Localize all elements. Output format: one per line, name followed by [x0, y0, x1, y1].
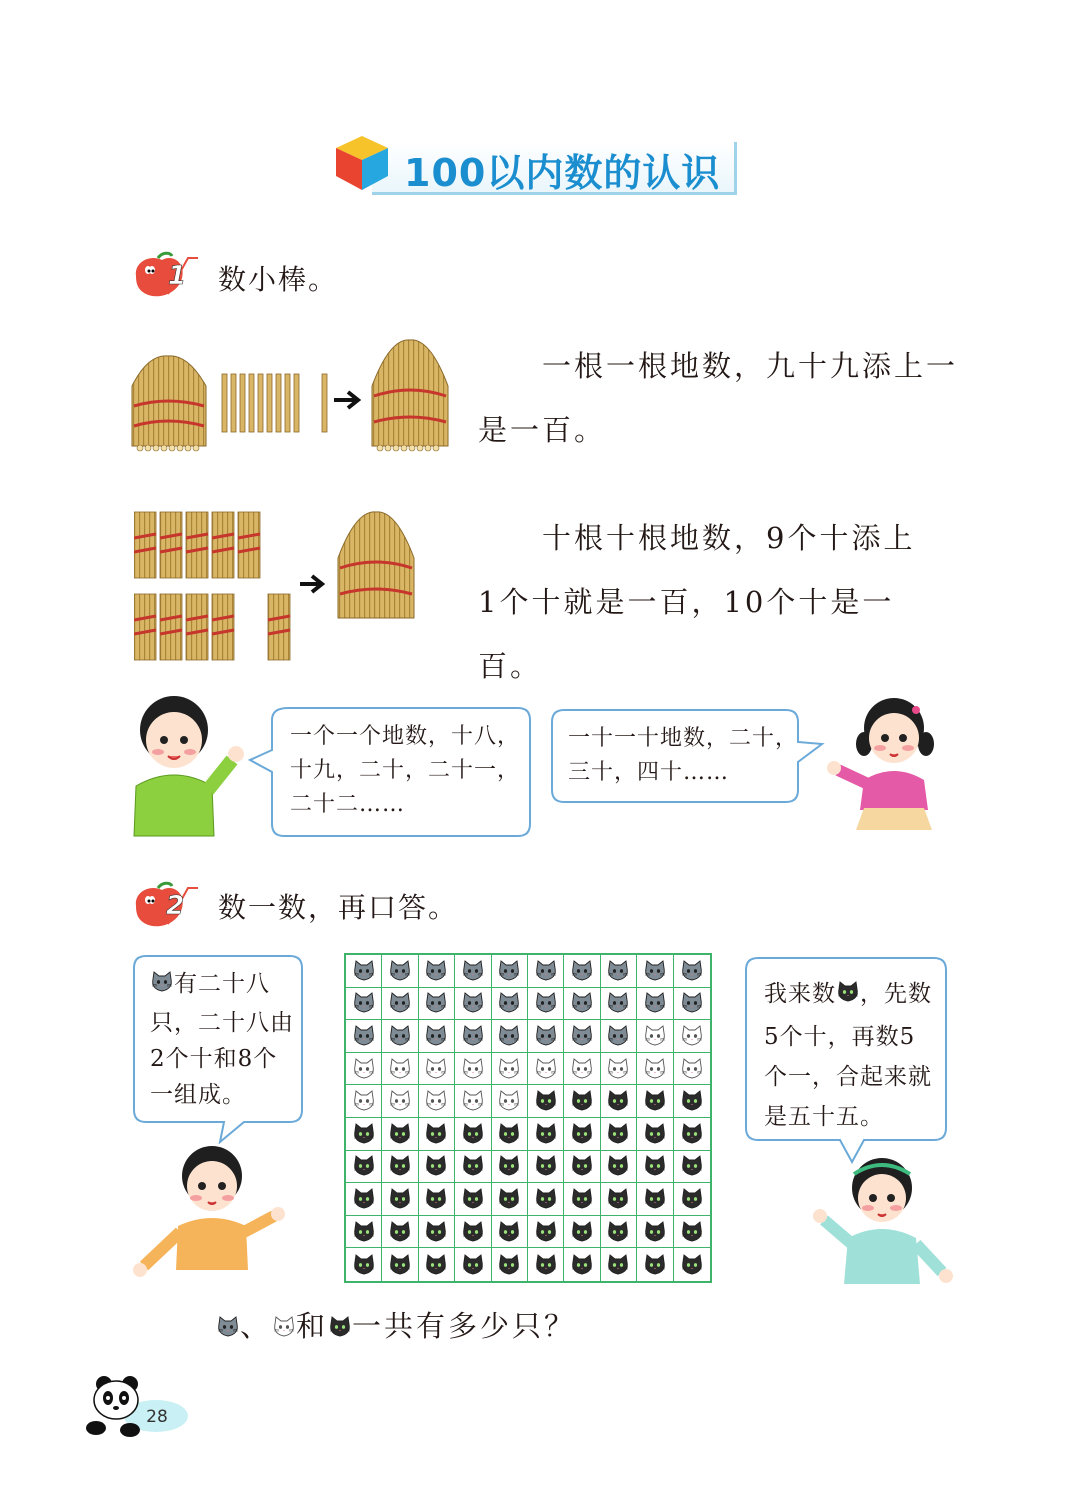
black-cat-cell [564, 1118, 600, 1151]
white-cat-cell [382, 1053, 418, 1086]
gray-cat-cell [674, 955, 710, 988]
black-cat-cell [601, 1151, 637, 1184]
black-cat-icon [836, 977, 860, 1017]
black-cat-cell [492, 1248, 528, 1281]
page-title: 100以内数的认识 [404, 151, 721, 195]
gray-cat-cell [674, 988, 710, 1021]
black-cat-cell [455, 1151, 491, 1184]
para1-line1: 一根一根地数，九十九添上一 [542, 349, 959, 383]
black-cat-cell [637, 1151, 673, 1184]
section-2-label: 数一数，再口答。 [218, 891, 459, 924]
gray-cat-cell [601, 988, 637, 1021]
white-cat-cell [419, 1053, 455, 1086]
black-cat-cell [419, 1183, 455, 1216]
para1-line2: 是一百。 [478, 413, 607, 447]
black-cat-cell [346, 1248, 382, 1281]
black-cat-cell [346, 1118, 382, 1151]
black-cat-cell [382, 1151, 418, 1184]
black-cat-cell [601, 1085, 637, 1118]
white-cat-cell [674, 1020, 710, 1053]
black-cat-cell [674, 1118, 710, 1151]
gray-cat-cell [346, 988, 382, 1021]
black-cat-cell [601, 1183, 637, 1216]
black-cat-cell [528, 1216, 564, 1249]
cube-icon [332, 132, 392, 192]
girl2-bubble-suffix: ，先数 [860, 981, 932, 1007]
question-text [216, 1304, 576, 1346]
black-cat-cell [492, 1183, 528, 1216]
black-cat-cell [674, 1248, 710, 1281]
gray-cat-icon-q [216, 1312, 240, 1346]
black-cat-cell [564, 1248, 600, 1281]
girl2-bubble-prefix: 我来数 [764, 981, 836, 1007]
black-cat-cell [419, 1216, 455, 1249]
svg-text:1: 1 [168, 261, 187, 291]
boy2-bubble-text [150, 966, 294, 1113]
black-cat-cell [564, 1216, 600, 1249]
section-1-badge [128, 250, 202, 302]
girl-illustration [824, 690, 954, 840]
black-cat-cell [564, 1151, 600, 1184]
boy-2-illustration [128, 1142, 288, 1282]
black-cat-cell [601, 1216, 637, 1249]
black-cat-cell [419, 1118, 455, 1151]
cat-grid [344, 953, 712, 1283]
white-cat-cell [674, 1053, 710, 1086]
white-cat-cell [492, 1053, 528, 1086]
gray-cat-cell [564, 988, 600, 1021]
white-cat-cell [346, 1085, 382, 1118]
white-cat-cell [419, 1085, 455, 1118]
gray-cat-cell [528, 988, 564, 1021]
girl-bubble-line-1: 一十一十地数，二十， [568, 726, 799, 751]
lesson-title-banner [332, 132, 748, 200]
gray-cat-cell [528, 1020, 564, 1053]
question-separator: 、 [240, 1309, 273, 1343]
gray-cat-icon [150, 969, 174, 1005]
black-cat-cell [637, 1085, 673, 1118]
stick-bundles-99 [128, 336, 368, 456]
black-cat-cell [637, 1183, 673, 1216]
gray-cat-cell [382, 955, 418, 988]
black-cat-cell [674, 1216, 710, 1249]
gray-cat-cell [455, 1020, 491, 1053]
gray-cat-cell [637, 988, 673, 1021]
gray-cat-cell [601, 1020, 637, 1053]
white-cat-cell [637, 1020, 673, 1053]
white-cat-cell [346, 1053, 382, 1086]
gray-cat-cell [492, 988, 528, 1021]
page-number: 28 [146, 1407, 168, 1427]
black-cat-cell [382, 1118, 418, 1151]
gray-cat-cell [528, 955, 564, 988]
gray-cat-cell [419, 1020, 455, 1053]
boy-bubble-text [290, 720, 520, 822]
stick-bundle-100-b [334, 508, 418, 628]
black-cat-cell [455, 1216, 491, 1249]
black-cat-cell [528, 1118, 564, 1151]
black-cat-cell [492, 1216, 528, 1249]
girl-bubble-text [568, 722, 798, 790]
boy2-bubble-line-1: 只，二十八由 [150, 1010, 294, 1036]
white-cat-cell [455, 1053, 491, 1086]
black-cat-cell [528, 1085, 564, 1118]
black-cat-cell [455, 1183, 491, 1216]
gray-cat-cell [455, 988, 491, 1021]
svg-text:2: 2 [166, 891, 185, 921]
black-cat-cell [637, 1248, 673, 1281]
gray-cat-cell [492, 955, 528, 988]
boy2-bubble-line-2: 2个十和8个 [150, 1046, 278, 1072]
black-cat-cell [492, 1151, 528, 1184]
black-cat-cell [528, 1248, 564, 1281]
black-cat-cell [382, 1216, 418, 1249]
gray-cat-cell [455, 955, 491, 988]
black-cat-icon-q [328, 1312, 352, 1346]
section-2-badge [128, 880, 202, 932]
para2-line2: 1个十就是一百，10个十是一百。 [478, 585, 895, 683]
girl2-bubble-text [764, 974, 932, 1137]
gray-cat-cell [346, 1020, 382, 1053]
gray-cat-cell [492, 1020, 528, 1053]
black-cat-cell [346, 1151, 382, 1184]
stick-bundle-100 [368, 336, 452, 456]
boy2-bubble-line-3: 一组成。 [150, 1082, 246, 1108]
black-cat-cell [346, 1216, 382, 1249]
black-cat-cell [601, 1248, 637, 1281]
girl2-bubble-line-3: 是五十五。 [764, 1104, 884, 1130]
girl2-bubble-line-2: 个一，合起来就 [764, 1064, 932, 1090]
gray-cat-cell [419, 988, 455, 1021]
gray-cat-cell [382, 1020, 418, 1053]
black-cat-cell [455, 1248, 491, 1281]
black-cat-cell [601, 1118, 637, 1151]
white-cat-cell [564, 1053, 600, 1086]
gray-cat-cell [637, 955, 673, 988]
gray-cat-cell [382, 988, 418, 1021]
black-cat-cell [674, 1151, 710, 1184]
white-cat-cell [528, 1053, 564, 1086]
gray-cat-cell [346, 955, 382, 988]
gray-cat-cell [601, 955, 637, 988]
black-cat-cell [419, 1151, 455, 1184]
white-cat-cell [637, 1053, 673, 1086]
boy-bubble-line-2: 十九，二十，二十一， [290, 758, 521, 783]
girl-2-illustration [812, 1154, 958, 1288]
question-tail: 一共有多少只？ [352, 1309, 577, 1343]
black-cat-cell [455, 1118, 491, 1151]
girl-bubble-line-2: 三十，四十…… [568, 760, 730, 785]
white-cat-cell [492, 1085, 528, 1118]
gray-cat-cell [564, 1020, 600, 1053]
black-cat-cell [564, 1085, 600, 1118]
gray-cat-cell [564, 955, 600, 988]
white-cat-cell [455, 1085, 491, 1118]
section-1-paragraph-2 [478, 506, 958, 698]
black-cat-cell [382, 1183, 418, 1216]
black-cat-cell [637, 1216, 673, 1249]
boy-bubble-line-1: 一个一个地数，十八， [290, 724, 521, 749]
black-cat-cell [382, 1248, 418, 1281]
black-cat-cell [564, 1183, 600, 1216]
para2-line1: 十根十根地数，9个十添上 [542, 521, 916, 555]
black-cat-cell [528, 1183, 564, 1216]
black-cat-cell [674, 1183, 710, 1216]
boy2-bubble-prefix: 有二十八 [174, 971, 270, 997]
section-1-paragraph-1 [478, 334, 958, 462]
black-cat-cell [637, 1118, 673, 1151]
white-cat-cell [382, 1085, 418, 1118]
white-cat-icon-q [272, 1312, 296, 1346]
black-cat-cell [346, 1183, 382, 1216]
white-cat-cell [601, 1053, 637, 1086]
black-cat-cell [492, 1118, 528, 1151]
question-and: 和 [296, 1309, 329, 1343]
black-cat-cell [419, 1248, 455, 1281]
gray-cat-cell [419, 955, 455, 988]
boy-illustration [128, 690, 248, 840]
girl2-bubble-line-1: 5个十，再数5 [764, 1024, 916, 1050]
section-1-label: 数小棒。 [218, 263, 339, 296]
boy-bubble-line-3: 二十二…… [290, 792, 406, 817]
black-cat-cell [674, 1085, 710, 1118]
black-cat-cell [528, 1151, 564, 1184]
